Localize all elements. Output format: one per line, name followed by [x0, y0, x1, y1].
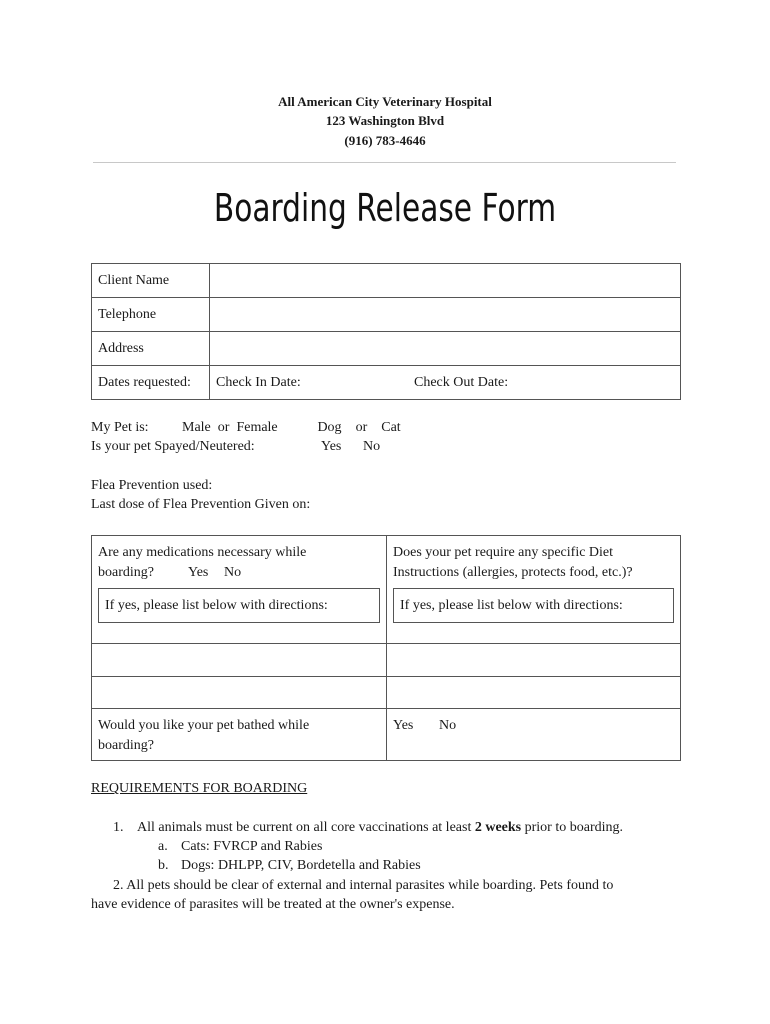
- flea-last-dose-label: Last dose of Flea Prevention Given on:: [91, 497, 311, 512]
- requirements-heading: REQUIREMENTS FOR BOARDING: [91, 781, 308, 796]
- item-letter: a.: [158, 839, 168, 854]
- item-number: 1.: [113, 820, 124, 835]
- table-row: [92, 366, 681, 400]
- spayed-question: Is your pet Spayed/Neutered:: [91, 439, 255, 454]
- diet-cell: [387, 536, 681, 644]
- page-title: Boarding Release Form: [213, 186, 557, 230]
- requirement-item-2-line1: 2. All pets should be clear of external and internal parasites while boarding. Pets found to: [113, 878, 614, 893]
- table-row: [92, 264, 681, 298]
- item-letter: b.: [158, 858, 169, 873]
- check-in-label: Check In Date:: [216, 374, 301, 390]
- spayed-no-option[interactable]: No: [363, 439, 381, 454]
- bath-question: Would you like your pet bathed while: [98, 718, 310, 733]
- telephone-label: Telephone: [92, 298, 210, 332]
- hospital-phone: (916) 783-4646: [344, 133, 426, 148]
- my-pet-is-label: My Pet is:: [91, 420, 149, 435]
- table-row: [92, 536, 681, 644]
- bath-question-cont: boarding?: [98, 738, 154, 753]
- client-info-table: [91, 263, 681, 400]
- or-text: or: [355, 420, 368, 435]
- bath-question-cell: [92, 709, 387, 761]
- hospital-address: 123 Washington Blvd: [325, 113, 445, 128]
- table-row: [92, 709, 681, 761]
- diet-list-prompt[interactable]: If yes, please list below with directions:: [393, 588, 674, 623]
- male-option[interactable]: Male: [182, 420, 211, 435]
- medications-cell: [92, 536, 387, 644]
- female-option[interactable]: Female: [236, 420, 278, 435]
- care-table: [91, 535, 681, 761]
- diet-question-cont: Instructions (allergies, protects food, etc.)?: [393, 565, 633, 580]
- item1b-text: Dogs: DHLPP, CIV, Bordetella and Rabies: [181, 858, 421, 873]
- medications-yes-option[interactable]: Yes: [188, 565, 209, 580]
- item1a-text: Cats: FVRCP and Rabies: [181, 839, 323, 854]
- requirement-item-1a: [158, 839, 322, 855]
- client-name-label: Client Name: [92, 264, 210, 298]
- diet-entry-field[interactable]: [387, 677, 681, 709]
- medications-question: Are any medications necessary while: [98, 545, 307, 560]
- table-row: [92, 644, 681, 677]
- bath-answer-cell: [387, 709, 681, 761]
- header-divider: [93, 162, 676, 163]
- bath-yes-option[interactable]: Yes: [393, 718, 414, 733]
- address-field[interactable]: [210, 332, 681, 366]
- dates-field[interactable]: [210, 366, 681, 400]
- cat-option[interactable]: Cat: [381, 420, 401, 435]
- dog-option[interactable]: Dog: [317, 420, 342, 435]
- or-text: or: [217, 420, 230, 435]
- medications-list-prompt[interactable]: If yes, please list below with directions:: [98, 588, 380, 623]
- requirement-item-1: [113, 820, 623, 836]
- medications-entry-field[interactable]: [92, 677, 387, 709]
- medications-entry-field[interactable]: [92, 644, 387, 677]
- requirement-item-2-line2: have evidence of parasites will be treated at the owner's expense.: [91, 897, 455, 912]
- item1-text-bold: 2 weeks: [474, 820, 522, 835]
- pet-sex-species-line: [91, 420, 401, 436]
- check-out-label: Check Out Date:: [414, 374, 509, 390]
- requirement-item-1b: [158, 858, 421, 874]
- medications-question-cont: boarding?: [98, 565, 154, 580]
- table-row: [92, 332, 681, 366]
- dates-requested-label: Dates requested:: [92, 366, 210, 400]
- medications-no-option[interactable]: No: [224, 565, 242, 580]
- hospital-name: All American City Veterinary Hospital: [278, 94, 492, 109]
- spayed-line: [91, 439, 380, 455]
- table-row: [92, 677, 681, 709]
- bath-no-option[interactable]: No: [439, 718, 457, 733]
- spayed-yes-option[interactable]: Yes: [321, 439, 342, 454]
- address-label: Address: [92, 332, 210, 366]
- flea-prevention-label: Flea Prevention used:: [91, 478, 213, 493]
- table-row: [92, 298, 681, 332]
- item1-text-pre: All animals must be current on all core vaccinations at least: [137, 820, 475, 835]
- telephone-field[interactable]: [210, 298, 681, 332]
- client-name-field[interactable]: [210, 264, 681, 298]
- diet-question: Does your pet require any specific Diet: [393, 545, 614, 560]
- diet-entry-field[interactable]: [387, 644, 681, 677]
- item1-text-post: prior to boarding.: [521, 820, 623, 835]
